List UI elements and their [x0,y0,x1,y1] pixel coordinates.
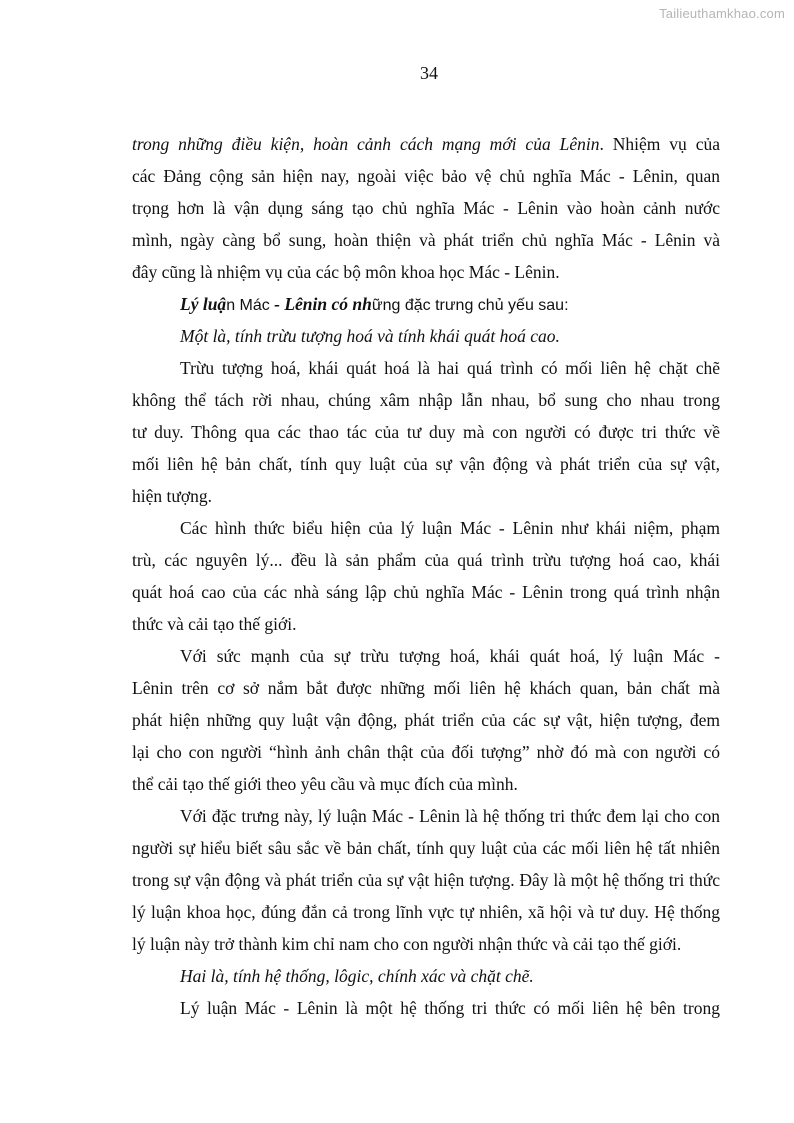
paragraph-line: lại cho con người “hình ảnh chân thật của đối tượng” nhờ đó mà con người có [132,742,720,762]
paragraph-line: người sự hiểu biết sâu sắc về bản chất, tính quy luật của các mối liên hệ tất nhiên [132,838,720,858]
paragraph-line: Lênin trên cơ sở nắm bắt được những mối liên hệ khách quan, bản chất mà [132,678,720,698]
paragraph-line: Lý luận Mác - Lênin là một hệ thống tri thức có mối liên hệ bên trong [180,998,720,1018]
text: . Nhiệm vụ của [599,134,720,154]
paragraph-line: không thể tách rời nhau, chúng xâm nhập lẫn nhau, bổ sung cho nhau trong [132,390,720,410]
paragraph-line: hiện tượng. [132,486,212,506]
subheading-two: Hai là, tính hệ thống, lôgic, chính xác và chặt chẽ. [180,966,534,986]
paragraph-line: trù, các nguyên lý... đều là sản phẩm của quá trình trừu tượng hoá cao, khái [132,550,720,570]
page-number: 34 [420,63,438,83]
heading-part: ững đặc trưng chủ yếu sau: [371,297,569,314]
paragraph-line: đây cũng là nhiệm vụ của các bộ môn khoa học Mác - Lênin. [132,262,560,282]
italic-text: trong những điều kiện, hoàn cảnh cách mạng mới của Lênin [132,134,600,154]
paragraph-line: Với đặc trưng này, lý luận Mác - Lênin là hệ thống tri thức đem lại cho con [180,806,720,826]
paragraph-line: Trừu tượng hoá, khái quát hoá là hai quá trình có mối liên hệ chặt chẽ [180,358,720,378]
paragraph-line [132,128,720,160]
paragraph-line: thể cải tạo thế giới theo yêu cầu và mục đích của mình. [132,774,518,794]
paragraph-line: Với sức mạnh của sự trừu tượng hoá, khái quát hoá, lý luận Mác - [180,646,720,666]
paragraph-line: lý luận này trở thành kim chỉ nam cho con người nhận thức và cải tạo thế giới. [132,934,682,954]
paragraph-line: trong sự vận động và phát triển của sự vật hiện tượng. Đây là một hệ thống tri thức [132,870,720,890]
paragraph-line: mối liên hệ bản chất, tính quy luật của sự vận động và phát triển của sự vật, [132,454,720,474]
paragraph-line: trọng hơn là vận dụng sáng tạo chủ nghĩa Mác - Lênin vào hoàn cảnh nước [132,198,720,218]
paragraph-line: thức và cải tạo thế giới. [132,614,297,634]
section-heading [132,288,720,320]
paragraph-line: mình, ngày càng bổ sung, hoàn thiện và phát triển chủ nghĩa Mác - Lênin và [132,230,720,250]
heading-part: Lý luậ [180,294,227,314]
paragraph-line: phát hiện những quy luật vận động, phát triển của các sự vật, hiện tượng, đem [132,710,720,730]
subheading-one: Một là, tính trừu tượng hoá và tính khái quát hoá cao. [180,326,560,346]
paragraph-line: tư duy. Thông qua các thao tác của tư duy mà con người có được tri thức về [132,422,720,442]
watermark: Tailieuthamkhao.com [659,6,785,21]
heading-part: n Mác [226,297,270,314]
paragraph-line: các Đảng cộng sản hiện nay, ngoài việc bảo vệ chủ nghĩa Mác - Lênin, quan [132,166,720,186]
paragraph-line: Các hình thức biểu hiện của lý luận Mác - Lênin như khái niệm, phạm [180,518,720,538]
paragraph-line: lý luận khoa học, đúng đắn cả trong lĩnh vực tự nhiên, xã hội và tư duy. Hệ thống [132,902,720,922]
document-body [132,128,720,1024]
heading-part: - Lênin có nh [269,294,372,314]
paragraph-line: quát hoá cao của các nhà sáng lập chủ nghĩa Mác - Lênin trong quá trình nhận [132,582,720,602]
